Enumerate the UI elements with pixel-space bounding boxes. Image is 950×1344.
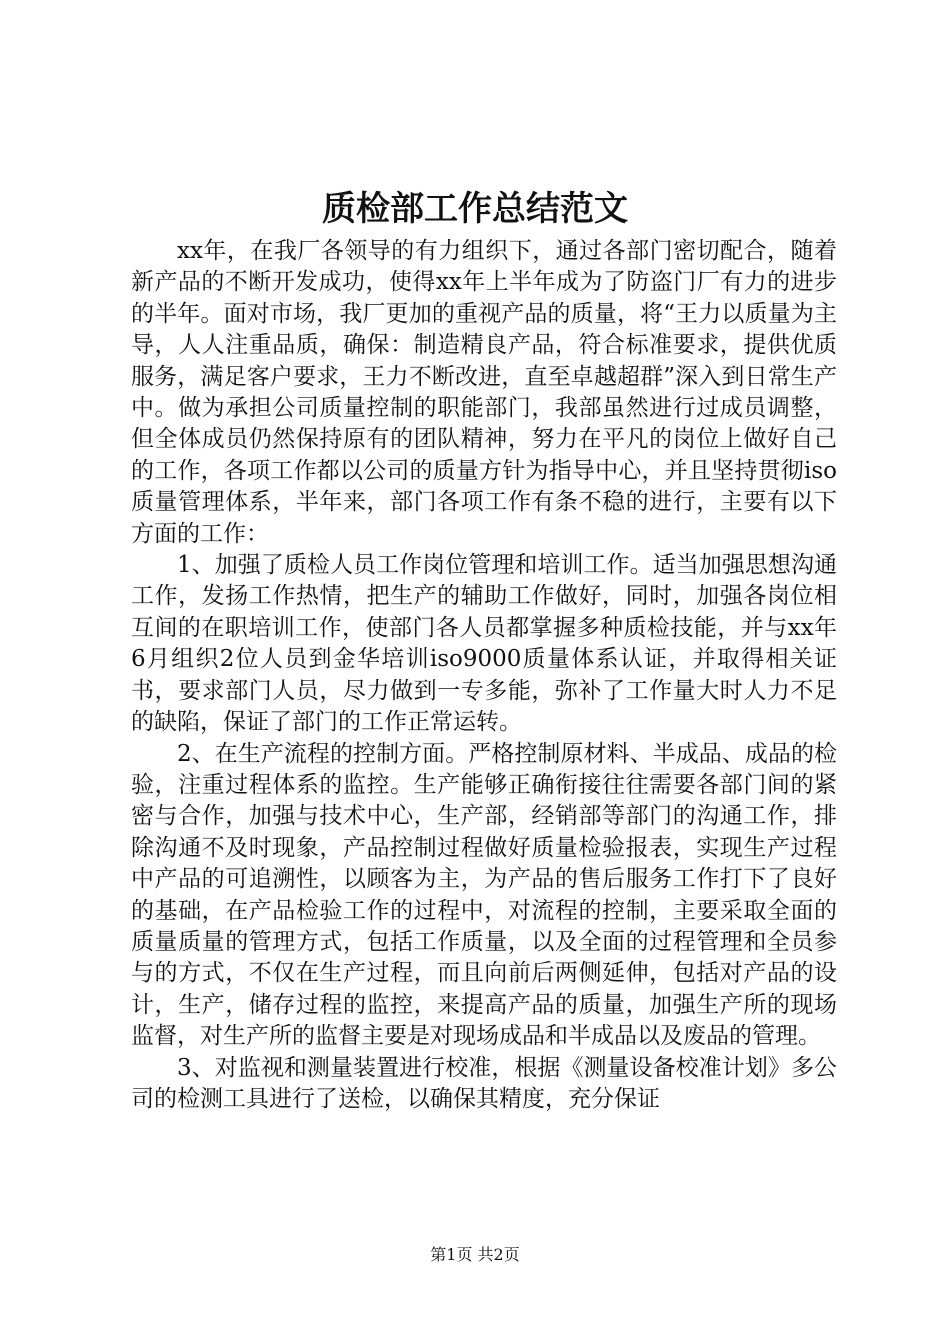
page-number-footer: 第1页 共2页 <box>430 1245 520 1264</box>
paragraph-item-1: 1、加强了质检人员工作岗位管理和培训工作。适当加强思想沟通工作，发扬工作热情，把生产的辅助工作做好，同时，加强各岗位相互间的在职培训工作，使部门各人员都掌握多种质检技能，并与xx年6月组织2位人员到金华培训iso9000质量体系认证，并取得相关证书，要求部门人员，尽力做到一专多能，弥补了工作量大时人力不足的缺陷，保证了部门的工作正常运转。 <box>131 552 837 736</box>
paragraph-intro: xx年，在我厂各领导的有力组织下，通过各部门密切配合，随着新产品的不断开发成功，使得xx年上半年成为了防盗门厂有力的进步的半年。面对市场，我厂更加的重视产品的质量，将“王力以质量为主导，人人注重品质，确保：制造精良产品，符合标准要求，提供优质服务，满足客户要求，王力不断改进，直至卓越超群”深入到日常生产中。做为承担公司质量控制的职能部门，我部虽然进行过成员调整，但全体成员仍然保持原有的团队精神，努力在平凡的岗位上做好自己的工作，各项工作都以公司的质量方针为指导中心，并且坚持贯彻iso质量管理体系，半年来，部门各项工作有条不稳的进行，主要有以下方面的工作： <box>131 238 837 547</box>
paragraph-item-2: 2、在生产流程的控制方面。严格控制原材料、半成品、成品的检验，注重过程体系的监控。生产能够正确衔接往往需要各部门间的紧密与合作，加强与技术中心，生产部，经销部等部门的沟通工作，排除沟通不及时现象，产品控制过程做好质量检验报表，实现生产过程中产品的可追溯性，以顾客为主，为产品的售后服务工作打下了良好的基础，在产品检验工作的过程中，对流程的控制，主要采取全面的质量质量的管理方式，包括工作质量，以及全面的过程管理和全员参与的方式，不仅在生产过程，而且向前后两侧延伸，包括对产品的设计，生产，储存过程的监控，来提高产品的质量，加强生产所的现场监督，对生产所的监督主要是对现场成品和半成品以及废品的管理。 <box>131 740 837 1050</box>
document-title: 质检部工作总结范文 <box>322 189 628 229</box>
document-body <box>131 236 837 1115</box>
paragraph-item-3: 3、对监视和测量装置进行校准，根据《测量设备校准计划》多公司的检测工具进行了送检，以确保其精度，充分保证 <box>131 1054 837 1112</box>
